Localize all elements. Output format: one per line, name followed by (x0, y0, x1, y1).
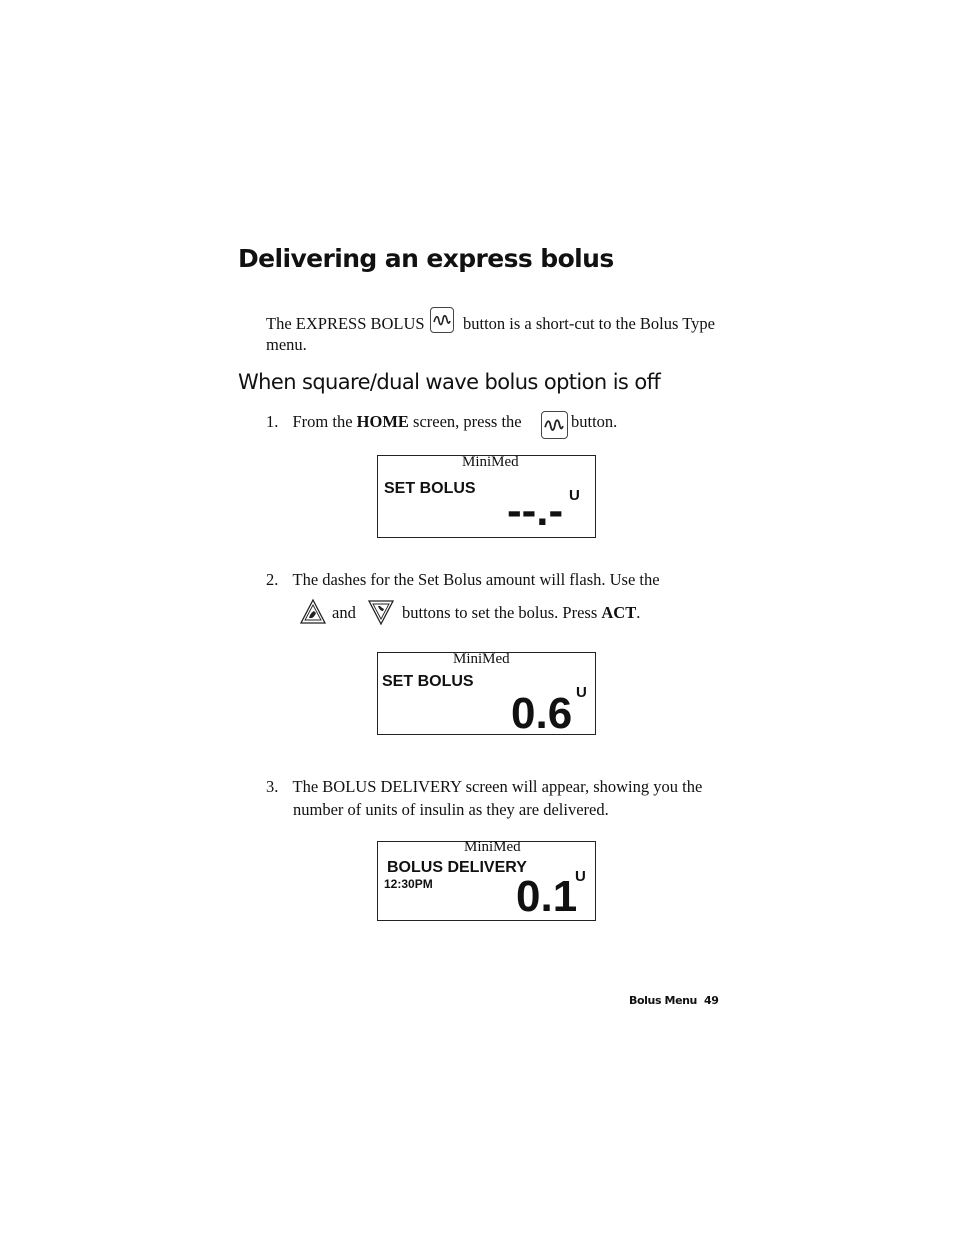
step-3-line-1 (266, 776, 702, 797)
express-bolus-icon-step (541, 411, 568, 439)
lcd-label: BOLUS DELIVERY (387, 859, 527, 876)
lcd-brand: MiniMed (453, 651, 510, 667)
step-2-period: . (636, 603, 641, 622)
step-1-text-mid: screen, press the (413, 412, 522, 431)
step-1-bold: HOME (356, 412, 409, 431)
step-number: 2. (266, 570, 279, 589)
lcd-value: --.- (507, 486, 564, 535)
up-arrow-icon (299, 598, 327, 631)
lcd-time: 12:30PM (384, 877, 433, 891)
step-2-bold: ACT (601, 603, 637, 622)
lcd-label: SET BOLUS (384, 480, 476, 497)
step-number: 1. (266, 412, 279, 431)
down-arrow-icon (367, 598, 395, 631)
step-2-text-1: The dashes for the Set Bolus amount will flash. Use the (292, 570, 660, 589)
intro-line-1 (266, 313, 425, 334)
lcd-unit: U (575, 868, 586, 885)
step-2-line-1 (266, 569, 660, 590)
step-number: 3. (266, 777, 279, 796)
lcd-unit: U (576, 684, 587, 701)
section-subtitle: When square/dual wave bolus option is off (238, 370, 661, 394)
step-2-text-2: buttons to set the bolus. Press (402, 603, 598, 622)
step-1-text-pre: From the (292, 412, 353, 431)
page-number: 49 (704, 994, 719, 1007)
express-bolus-icon (430, 307, 454, 333)
footer-section: Bolus Menu (629, 994, 697, 1007)
intro-text-2: button is a short-cut to the Bolus Type (463, 314, 715, 333)
page-title: Delivering an express bolus (238, 244, 614, 273)
intro-line-1b (463, 313, 715, 334)
intro-line-2: menu. (266, 335, 307, 354)
step-2-line-2 (402, 602, 640, 623)
step-1 (266, 411, 522, 432)
lcd-screen-set-bolus-dashes (377, 455, 596, 538)
lcd-value: 0.6 (511, 689, 573, 738)
step-3-text-1: The BOLUS DELIVERY screen will appear, showing you the (292, 777, 703, 796)
step-3-line-2: number of units of insulin as they are delivered. (293, 800, 609, 819)
lcd-value: 0.1 (516, 872, 578, 921)
step-2-and: and (332, 603, 356, 622)
intro-text-1: The EXPRESS BOLUS (266, 314, 425, 333)
lcd-screen-set-bolus-value (377, 651, 596, 738)
lcd-screen-bolus-delivery (377, 841, 596, 921)
lcd-brand: MiniMed (464, 839, 521, 855)
lcd-brand: MiniMed (462, 454, 519, 470)
step-1-text-post: button. (571, 412, 618, 431)
lcd-label: SET BOLUS (382, 673, 474, 690)
lcd-unit: U (569, 487, 580, 504)
